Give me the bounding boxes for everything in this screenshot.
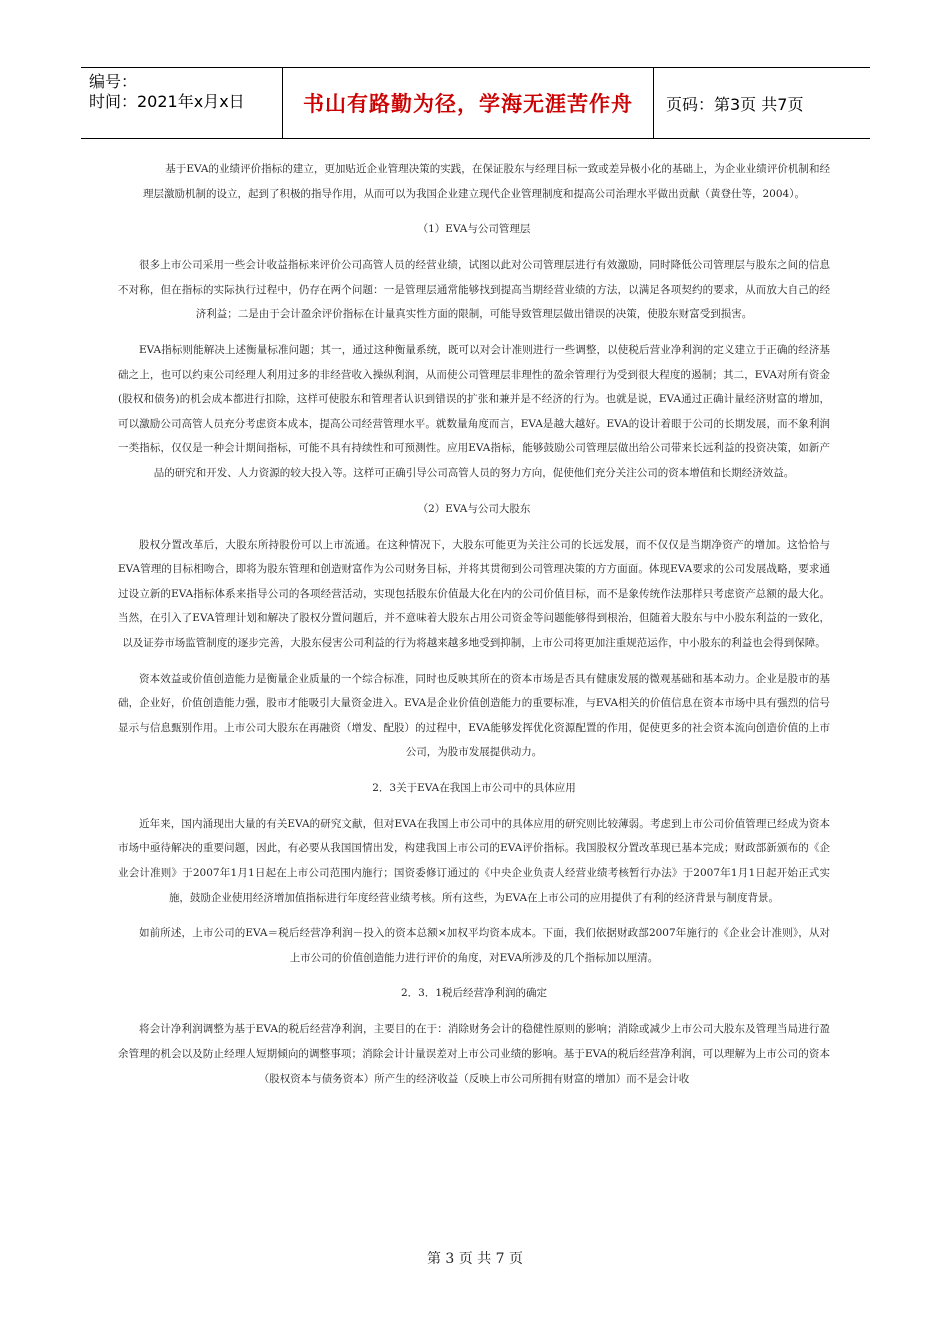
- document-time-label: 时间：2021年x月x日: [89, 92, 245, 111]
- section-heading: （1）EVA与公司管理层: [417, 223, 531, 236]
- document-body: [118, 157, 830, 1102]
- body-paragraph: 股权分置改革后，大股东所持股份可以上市流通。在这种情况下，大股东可能更为关注公司的长远发展，而不仅仅是当期净资产的增加。这恰恰与EVA管理的目标相吻合，即将为股东管理和创造财富作为公司财务目标，并将其贯彻到公司管理决策的方方面面。体现EVA要求的公司发展战略，要求通过设立新的EVA指标体系来指导公司的各项经营活动，实现包括股东价值最大化在内的公司价值目标，而不是象传统作法那样只考虑资产总额的最大化。当然，在引入了EVA管理计划和解决了股权分置问题后，并不意味着大股东占用公司资金等问题能够得到根治，但随着大股东与中小股东利益的一致化，以及证券市场监管制度的逐步完善，大股东侵害公司利益的行为将越来越多地受到抑制，上市公司将更加注重规范运作，中小股东的利益也会得到保障。: [118, 538, 830, 649]
- header-page-info: 页码：第3页 共7页: [666, 94, 804, 114]
- section-heading: 2．3关于EVA在我国上市公司中的具体应用: [372, 781, 576, 794]
- body-paragraph: 基于EVA的业绩评价指标的建立，更加贴近企业管理决策的实践，在保证股东与经理目标一致或差异极小化的基础上，为企业业绩评价机制和经理层激励机制的设立，起到了积极的指导作用，从而可以为我国企业建立现代企业管理制度和提高公司治理水平做出贡献（黄登仕等，2004）。: [143, 163, 830, 200]
- body-paragraph: 近年来，国内涌现出大量的有关EVA的研究文献，但对EVA在我国上市公司中的具体应用的研究则比较薄弱。考虑到上市公司价值管理已经成为资本市场中亟待解决的重要问题，因此，有必要从我国国情出发，构建我国上市公司的EVA评价指标。我国股权分置改革现已基本完成；财政部新颁布的《企业会计准则》于2007年1月1日起在上市公司范围内施行；国资委修订通过的《中央企业负责人经营业绩考核暂行办法》于2007年1月1日起开始正式实施，鼓励企业使用经济增加值指标进行年度经营业绩考核。所有这些，为EVA在上市公司的应用提供了有利的经济背景与制度背景。: [118, 817, 830, 904]
- body-paragraph: 如前所述，上市公司的EVA＝税后经营净利润－投入的资本总额×加权平均资本成本。下面，我们依据财政部2007年施行的《企业会计准则》，从对上市公司的价值创造能力进行评价的角度，对EVA所涉及的几个指标加以厘清。: [139, 927, 830, 964]
- body-paragraph: 很多上市公司采用一些会计收益指标来评价公司高管人员的经营业绩，试图以此对公司管理层进行有效激励，同时降低公司管理层与股东之间的信息不对称，但在指标的实际执行过程中，仍存在两个问题：一是管理层通常能够找到提高当期经营业绩的方法，以满足各项契约的要求，从而放大自己的经济利益；二是由于会计盈余评价指标在计量真实性方面的限制，可能导致管理层做出错误的决策，使股东财富受到损害。: [118, 259, 830, 321]
- body-paragraph: 资本效益或价值创造能力是衡量企业质量的一个综合标准，同时也反映其所在的资本市场是否具有健康发展的微观基础和基本动力。企业是股市的基础，企业好，价值创造能力强，股市才能吸引大量资金进入。EVA是企业价值创造能力的重要标准，与EVA相关的价值信息在资本市场中具有强烈的信号显示与信息甄别作用。上市公司大股东在再融资（增发、配股）的过程中，EVA能够发挥优化资源配置的作用，促使更多的社会资本流向创造价值的上市公司，为股市发展提供动力。: [118, 672, 830, 759]
- body-paragraph: EVA指标则能解决上述衡量标准问题；其一，通过这种衡量系统，既可以对会计准则进行一些调整，以使税后营业净利润的定义建立于正确的经济基础之上，也可以约束公司经理人利用过多的非经营收入操纵利润，从而使公司管理层非理性的盈余管理行为受到很大程度的遏制；其二，EVA对所有资金(股权和债务)的机会成本都进行扣除，这样可使股东和管理者认识到错误的扩张和兼并是不经济的行为。也就是说，EVA通过正确计量经济财富的增加，可以激励公司高管人员充分考虑资本成本，提高公司经营管理水平。就数量角度而言，EVA是越大越好。EVA的设计着眼于公司的长期发展，而不象利润一类指标，仅仅是一种会计期间指标，可能不具有持续性和可预测性。应用EVA指标，能够鼓励公司管理层做出给公司带来长远利益的投资决策，如新产品的研究和开发、人力资源的较大投入等。这样可正确引导公司高管人员的努力方向，促使他们充分关注公司的资本增值和长期经济效益。: [118, 343, 830, 479]
- body-paragraph: 将会计净利润调整为基于EVA的税后经营净利润，主要目的在于：消除财务会计的稳健性原则的影响；消除或减少上市公司大股东及管理当局进行盈余管理的机会以及防止经理人短期倾向的调整事项；消除会计计量误差对上市公司业绩的影响。基于EVA的税后经营净利润，可以理解为上市公司的资本（股权资本与债务资本）所产生的经济收益（反映上市公司所拥有财富的增加）而不是会计收: [118, 1023, 830, 1085]
- header-table: [81, 67, 870, 139]
- section-heading: 2．3．1税后经营净利润的确定: [400, 987, 548, 1000]
- header-motto: 书山有路勤为径，学海无涯苦作舟: [303, 92, 633, 116]
- page-footer: 第 3 页 共 7 页: [426, 1251, 524, 1267]
- document-number-label: 编号：: [89, 72, 138, 91]
- header-meta: [81, 68, 283, 138]
- section-heading: （2）EVA与公司大股东: [417, 502, 531, 515]
- header-motto-cell: [283, 68, 654, 138]
